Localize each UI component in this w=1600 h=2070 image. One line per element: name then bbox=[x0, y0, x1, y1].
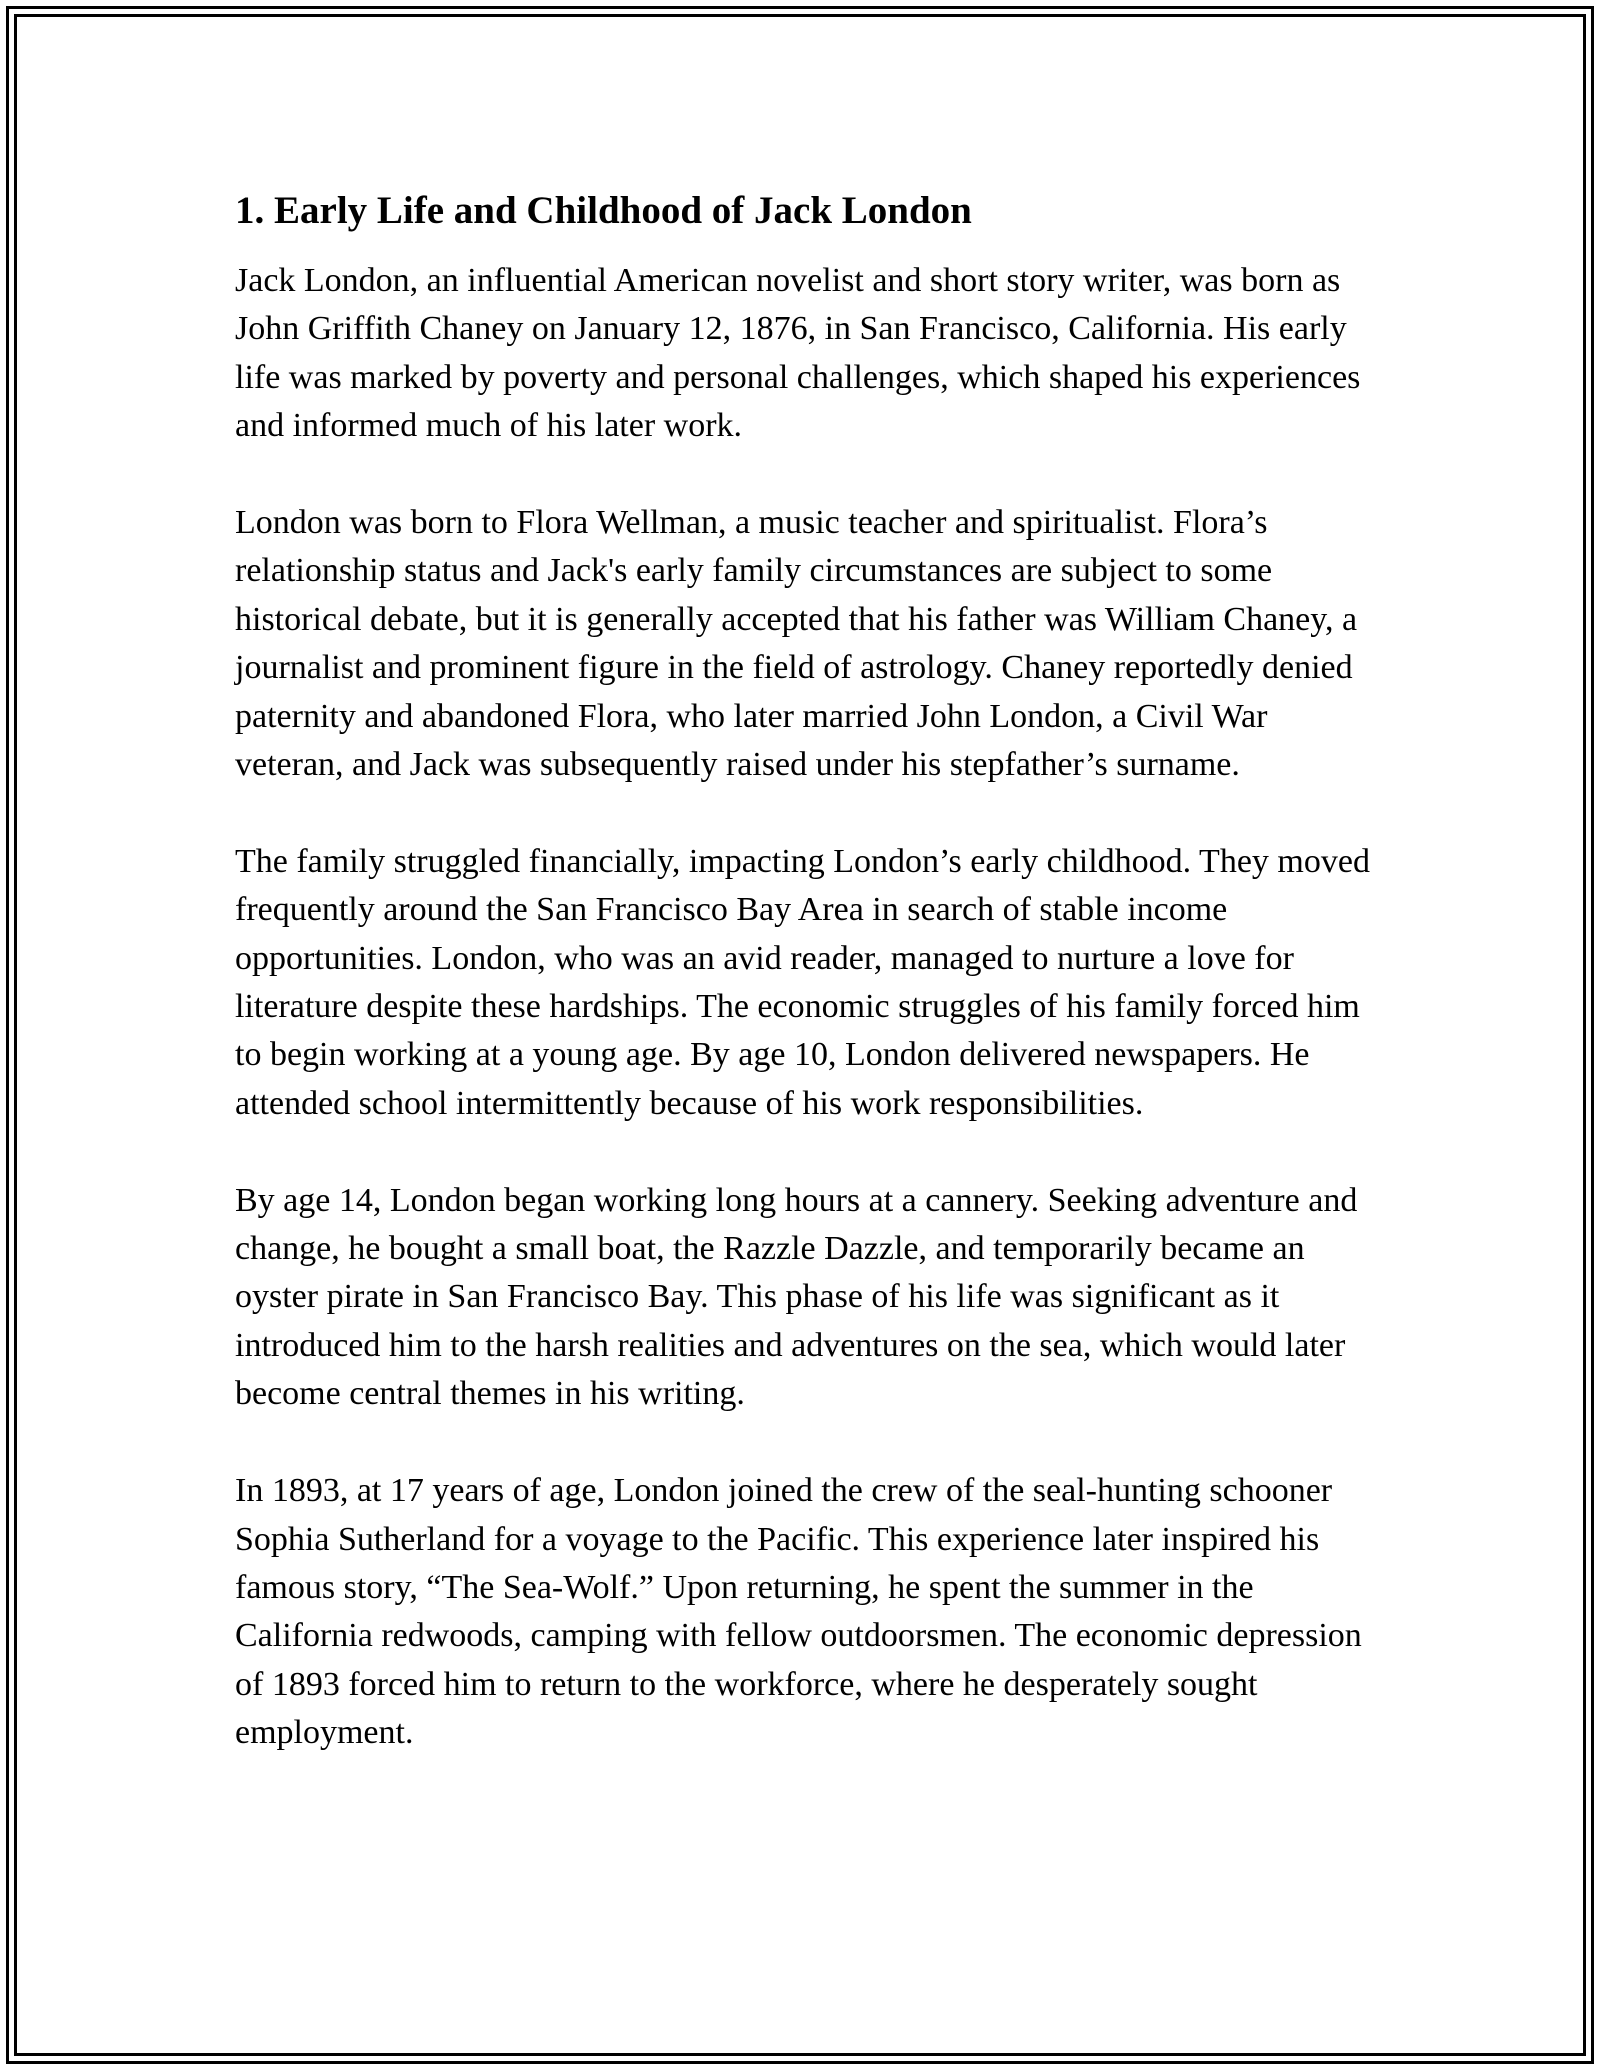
paragraph-2: London was born to Flora Wellman, a music teacher and spiritualist. Flora’s relationship status and Jack's early family circumstances are subject to some historical debate, but it is generally accepted that his father was William Chaney, a journalist and prominent figure in the field of astrology. Chaney reportedly denied paternity and abandoned Flora, who later married John London, a Civil War veteran, and Jack was subsequently raised under his stepfather’s surname. bbox=[235, 504, 1358, 784]
paragraph-1: Jack London, an influential American novelist and short story writer, was born as John Griffith Chaney on January 12, 1876, in San Francisco, California. His early life was marked by poverty and personal challenges, which shaped his experiences and informed much of his later work. bbox=[235, 262, 1361, 445]
paragraph-4: By age 14, London began working long hours at a cannery. Seeking adventure and change, he bought a small boat, the Razzle Dazzle, and temporarily became an oyster pirate in San Francisco Bay. This phase of his life was significant as it introduced him to the harsh realities and adventures on the sea, which would later become central themes in his writing. bbox=[235, 1181, 1358, 1413]
section-heading: 1. Early Life and Childhood of Jack London bbox=[235, 189, 972, 232]
paragraph-5: In 1893, at 17 years of age, London joined the crew of the seal-hunting schooner Sophia Sutherland for a voyage to the Pacific. This experience later inspired his famous story, “The Sea-Wolf.” Upon returning, he spent the summer in the California redwoods, camping with fellow outdoorsmen. The economic depression of 1893 forced him to return to the workforce, where he desperately sought employment. bbox=[235, 1472, 1362, 1752]
paragraph-3: The family struggled financially, impacting London’s early childhood. They moved frequently around the San Francisco Bay Area in search of stable income opportunities. London, who was an avid reader, managed to nurture a love for literature despite these hardships. The economic struggles of his family forced him to begin working at a young age. By age 10, London delivered newspapers. He attended school intermittently because of his work responsibilities. bbox=[235, 842, 1370, 1122]
document-body bbox=[235, 185, 1370, 1806]
